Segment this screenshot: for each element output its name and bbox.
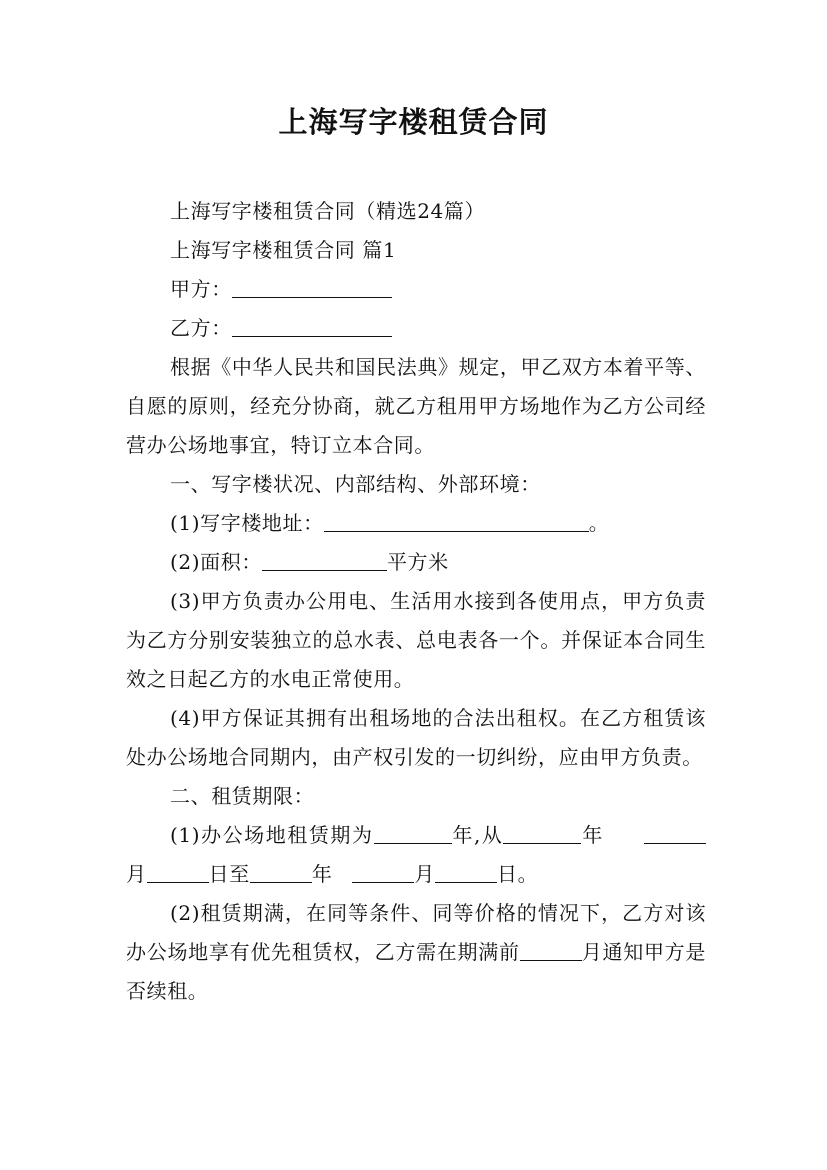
notice-months-blank (520, 938, 582, 961)
item-2-1-h: 日。 (497, 862, 539, 886)
item-2-1-c: 年 (581, 823, 604, 847)
start-month-blank (644, 821, 706, 844)
item-2-1-e: 日至 (208, 862, 250, 886)
item-1-2-unit: 平方米 (386, 550, 449, 574)
party-a-blank (232, 275, 392, 298)
item-2-2-a: (2)租赁期满，在同等条件、同等价格的情况下，乙方对该办公场地享有优先租赁权，乙方需在期满前 (126, 901, 706, 964)
item-1-1 (126, 504, 706, 543)
party-a-label: 甲方： (170, 277, 232, 301)
start-day-blank (147, 860, 209, 883)
address-blank (324, 509, 589, 532)
item-2-2-b: 月通知甲方是否续租。 (126, 940, 706, 1003)
item-2-1-b: 年,从 (451, 823, 504, 847)
item-1-2 (126, 543, 706, 582)
item-1-3: (3)甲方负责办公用电、生活用水接到各使用点，甲方负责为乙方分别安装独立的总水表、总电表各一个。并保证本合同生效之日起乙方的水电正常使用。 (126, 589, 706, 691)
term-years-blank (374, 821, 452, 844)
intro-paragraph: 根据《中华人民共和国民法典》规定，甲乙双方本着平等、自愿的原则，经充分协商，就乙方租用甲方场地作为乙方公司经营办公场地事宜，特订立本合同。 (126, 355, 706, 457)
item-2-1-a: (1)办公场地租赁期为 (170, 823, 374, 847)
item-1-2-label: (2)面积： (170, 550, 262, 574)
section-heading: 上海写字楼租赁合同 篇1 (170, 238, 397, 262)
start-year-blank (503, 821, 581, 844)
item-2-1-g: 月 (414, 862, 436, 886)
item-2-2 (126, 894, 706, 1011)
item-2-1-f: 年 (311, 862, 333, 886)
section1-heading: 一、写字楼状况、内部结构、外部环境： (170, 472, 541, 496)
document-subtitle: 上海写字楼租赁合同（精选24篇） (170, 199, 486, 223)
section2-heading: 二、租赁期限： (170, 784, 315, 808)
end-year-blank (250, 860, 312, 883)
document-body (126, 192, 706, 1011)
party-b-blank (232, 314, 392, 337)
item-1-1-label: (1)写字楼地址： (170, 511, 324, 535)
item-2-1 (126, 816, 706, 894)
document-title: 上海写字楼租赁合同 (278, 105, 549, 139)
item-1-4: (4)甲方保证其拥有出租场地的合法出租权。在乙方租赁该处办公场地合同期内，由产权引发的一切纠纷，应由甲方负责。 (126, 706, 706, 769)
party-b-label: 乙方： (170, 316, 232, 340)
item-1-1-end: 。 (588, 511, 610, 535)
item-2-1-d: 月 (126, 862, 147, 886)
end-month-blank (352, 860, 414, 883)
party-b-line (126, 309, 706, 348)
end-day-blank (435, 860, 497, 883)
party-a-line (126, 270, 706, 309)
area-blank (262, 548, 387, 571)
